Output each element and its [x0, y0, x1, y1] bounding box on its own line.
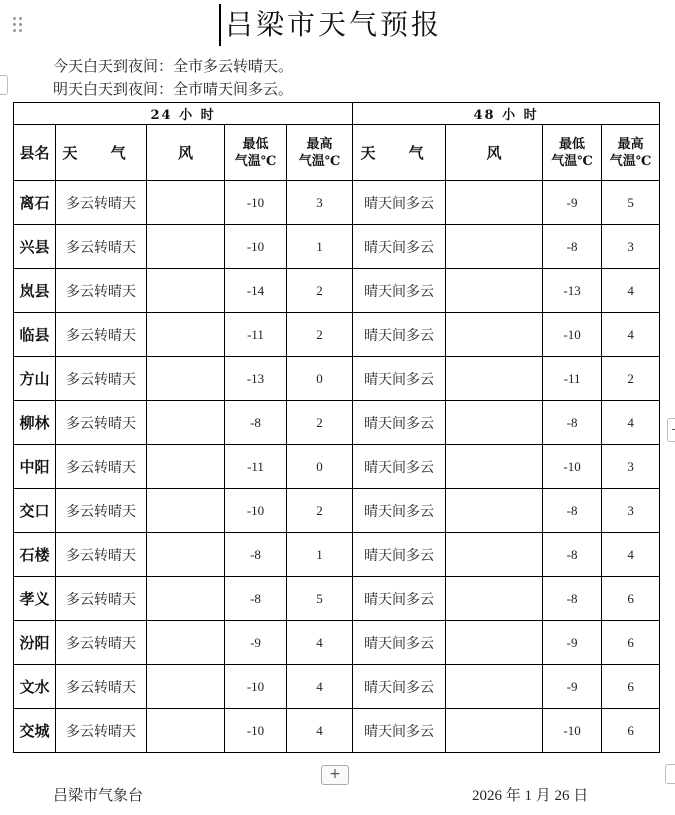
header-max-line2: 气温℃	[298, 153, 341, 169]
forecast-table	[13, 102, 660, 753]
cell-weather-24h: 多云转晴天	[56, 621, 147, 665]
cell-weather-24h: 多云转晴天	[56, 445, 147, 489]
cell-max-temp-48h: 4	[602, 533, 660, 577]
cell-wind-48h	[446, 709, 543, 753]
cell-county: 柳林	[14, 401, 56, 445]
cell-wind-24h	[147, 533, 225, 577]
table-row	[14, 489, 660, 533]
cell-wind-48h	[446, 401, 543, 445]
header-max-line2: 气温℃	[609, 153, 652, 169]
header-max-temp-48h	[602, 125, 660, 181]
cell-weather-48h: 晴天间多云	[353, 401, 446, 445]
group-24h: 24 小 时	[14, 103, 353, 125]
cell-wind-24h	[147, 181, 225, 225]
cell-county: 汾阳	[14, 621, 56, 665]
cell-weather-48h: 晴天间多云	[353, 313, 446, 357]
table-row	[14, 533, 660, 577]
table-row	[14, 313, 660, 357]
cell-min-temp-24h: -14	[225, 269, 287, 313]
table-row	[14, 225, 660, 269]
cell-weather-24h: 多云转晴天	[56, 577, 147, 621]
cell-weather-48h: 晴天间多云	[353, 489, 446, 533]
footer-organization: 吕梁市气象台	[53, 786, 144, 804]
cell-min-temp-48h: -9	[543, 181, 602, 225]
cell-wind-48h	[446, 533, 543, 577]
cell-county: 临县	[14, 313, 56, 357]
cell-min-temp-24h: -10	[225, 489, 287, 533]
cell-weather-48h: 晴天间多云	[353, 269, 446, 313]
cell-min-temp-24h: -10	[225, 709, 287, 753]
cell-wind-24h	[147, 665, 225, 709]
header-min-temp-24h	[225, 125, 287, 181]
cell-max-temp-48h: 6	[602, 577, 660, 621]
cell-min-temp-24h: -10	[225, 665, 287, 709]
cell-weather-24h: 多云转晴天	[56, 401, 147, 445]
page-title: 吕梁市天气预报	[219, 4, 442, 46]
cell-min-temp-24h: -10	[225, 225, 287, 269]
cell-weather-48h: 晴天间多云	[353, 225, 446, 269]
cell-min-temp-24h: -11	[225, 445, 287, 489]
cell-max-temp-24h: 3	[287, 181, 353, 225]
header-max-line1: 最高	[617, 136, 644, 152]
cell-max-temp-48h: 3	[602, 445, 660, 489]
cell-min-temp-24h: -13	[225, 357, 287, 401]
cell-wind-48h	[446, 621, 543, 665]
cell-weather-24h: 多云转晴天	[56, 269, 147, 313]
cell-wind-48h	[446, 445, 543, 489]
cell-wind-48h	[446, 357, 543, 401]
cell-weather-48h: 晴天间多云	[353, 577, 446, 621]
cell-wind-24h	[147, 489, 225, 533]
cell-weather-24h: 多云转晴天	[56, 665, 147, 709]
cell-county: 孝义	[14, 577, 56, 621]
cell-min-temp-24h: -8	[225, 401, 287, 445]
group-48h: 48 小 时	[353, 103, 660, 125]
footer-date: 2026 年 1 月 26 日	[472, 788, 589, 804]
side-handle-button[interactable]	[665, 764, 675, 784]
cell-wind-24h	[147, 621, 225, 665]
cell-county: 交口	[14, 489, 56, 533]
table-row	[14, 577, 660, 621]
cell-min-temp-48h: -8	[543, 577, 602, 621]
add-row-button[interactable]: +	[321, 765, 349, 785]
cell-max-temp-48h: 4	[602, 269, 660, 313]
cell-max-temp-24h: 2	[287, 401, 353, 445]
side-collapse-button[interactable]	[0, 75, 8, 95]
cell-wind-48h	[446, 665, 543, 709]
cell-max-temp-24h: 0	[287, 357, 353, 401]
cell-wind-24h	[147, 313, 225, 357]
cell-max-temp-24h: 4	[287, 665, 353, 709]
cell-weather-48h: 晴天间多云	[353, 533, 446, 577]
header-max-line1: 最高	[306, 136, 333, 152]
cell-min-temp-48h: -8	[543, 489, 602, 533]
cell-county: 中阳	[14, 445, 56, 489]
cell-max-temp-48h: 6	[602, 621, 660, 665]
table-row	[14, 709, 660, 753]
cell-min-temp-24h: -8	[225, 533, 287, 577]
cell-county: 交城	[14, 709, 56, 753]
cell-max-temp-48h: 3	[602, 225, 660, 269]
cell-max-temp-48h: 4	[602, 313, 660, 357]
cell-max-temp-24h: 2	[287, 489, 353, 533]
cell-weather-24h: 多云转晴天	[56, 533, 147, 577]
cell-weather-24h: 多云转晴天	[56, 489, 147, 533]
header-county: 县名	[14, 125, 56, 181]
cell-min-temp-48h: -10	[543, 313, 602, 357]
header-min-line2: 气温℃	[234, 153, 277, 169]
cell-max-temp-48h: 3	[602, 489, 660, 533]
cell-county: 方山	[14, 357, 56, 401]
cell-county: 离石	[14, 181, 56, 225]
cell-weather-24h: 多云转晴天	[56, 225, 147, 269]
cell-wind-48h	[446, 313, 543, 357]
cell-min-temp-48h: -13	[543, 269, 602, 313]
cell-min-temp-48h: -8	[543, 533, 602, 577]
header-min-line1: 最低	[242, 136, 269, 152]
header-wind-24h: 风	[147, 125, 225, 181]
cell-wind-48h	[446, 577, 543, 621]
header-wind-48h: 风	[446, 125, 543, 181]
cell-wind-24h	[147, 709, 225, 753]
cell-wind-48h	[446, 181, 543, 225]
cell-min-temp-24h: -9	[225, 621, 287, 665]
header-min-line2: 气温℃	[551, 153, 593, 169]
cell-weather-24h: 多云转晴天	[56, 709, 147, 753]
cell-county: 兴县	[14, 225, 56, 269]
cell-county: 岚县	[14, 269, 56, 313]
cell-min-temp-48h: -9	[543, 621, 602, 665]
cell-min-temp-48h: -8	[543, 225, 602, 269]
header-weather-48h: 天 气	[353, 125, 446, 181]
drag-handle-icon[interactable]	[13, 17, 23, 33]
table-row	[14, 401, 660, 445]
summary-tomorrow: 明天白天到夜间：全市晴天间多云。	[53, 80, 294, 98]
cell-min-temp-24h: -11	[225, 313, 287, 357]
cell-weather-24h: 多云转晴天	[56, 357, 147, 401]
cell-min-temp-48h: -8	[543, 401, 602, 445]
table-row	[14, 665, 660, 709]
table-row	[14, 621, 660, 665]
cell-min-temp-24h: -8	[225, 577, 287, 621]
summary-today: 今天白天到夜间：全市多云转晴天。	[53, 57, 294, 75]
cell-min-temp-24h: -10	[225, 181, 287, 225]
cell-max-temp-48h: 6	[602, 665, 660, 709]
cell-min-temp-48h: -10	[543, 709, 602, 753]
table-row	[14, 181, 660, 225]
table-row	[14, 445, 660, 489]
cell-wind-24h	[147, 357, 225, 401]
cell-county: 石楼	[14, 533, 56, 577]
cell-max-temp-24h: 0	[287, 445, 353, 489]
cell-weather-48h: 晴天间多云	[353, 181, 446, 225]
cell-wind-24h	[147, 225, 225, 269]
cell-max-temp-24h: 4	[287, 621, 353, 665]
cell-wind-48h	[446, 225, 543, 269]
side-minus-button[interactable]	[667, 418, 675, 442]
cell-weather-48h: 晴天间多云	[353, 709, 446, 753]
cell-weather-48h: 晴天间多云	[353, 665, 446, 709]
table-row	[14, 357, 660, 401]
cell-wind-48h	[446, 269, 543, 313]
cell-wind-24h	[147, 401, 225, 445]
cell-wind-24h	[147, 577, 225, 621]
header-max-temp-24h	[287, 125, 353, 181]
cell-weather-48h: 晴天间多云	[353, 357, 446, 401]
cell-min-temp-48h: -11	[543, 357, 602, 401]
header-min-temp-48h	[543, 125, 602, 181]
cell-max-temp-24h: 1	[287, 225, 353, 269]
cell-wind-48h	[446, 489, 543, 533]
header-min-line1: 最低	[559, 136, 586, 152]
cell-max-temp-24h: 1	[287, 533, 353, 577]
cell-max-temp-24h: 4	[287, 709, 353, 753]
cell-weather-24h: 多云转晴天	[56, 181, 147, 225]
cell-max-temp-48h: 2	[602, 357, 660, 401]
cell-wind-24h	[147, 269, 225, 313]
cell-weather-48h: 晴天间多云	[353, 621, 446, 665]
table-row	[14, 269, 660, 313]
cell-max-temp-24h: 2	[287, 269, 353, 313]
cell-max-temp-48h: 4	[602, 401, 660, 445]
cell-county: 文水	[14, 665, 56, 709]
cell-max-temp-48h: 6	[602, 709, 660, 753]
cell-weather-48h: 晴天间多云	[353, 445, 446, 489]
cell-max-temp-48h: 5	[602, 181, 660, 225]
header-weather-24h: 天 气	[56, 125, 147, 181]
cell-max-temp-24h: 5	[287, 577, 353, 621]
cell-min-temp-48h: -10	[543, 445, 602, 489]
cell-weather-24h: 多云转晴天	[56, 313, 147, 357]
cell-max-temp-24h: 2	[287, 313, 353, 357]
cell-wind-24h	[147, 445, 225, 489]
cell-min-temp-48h: -9	[543, 665, 602, 709]
